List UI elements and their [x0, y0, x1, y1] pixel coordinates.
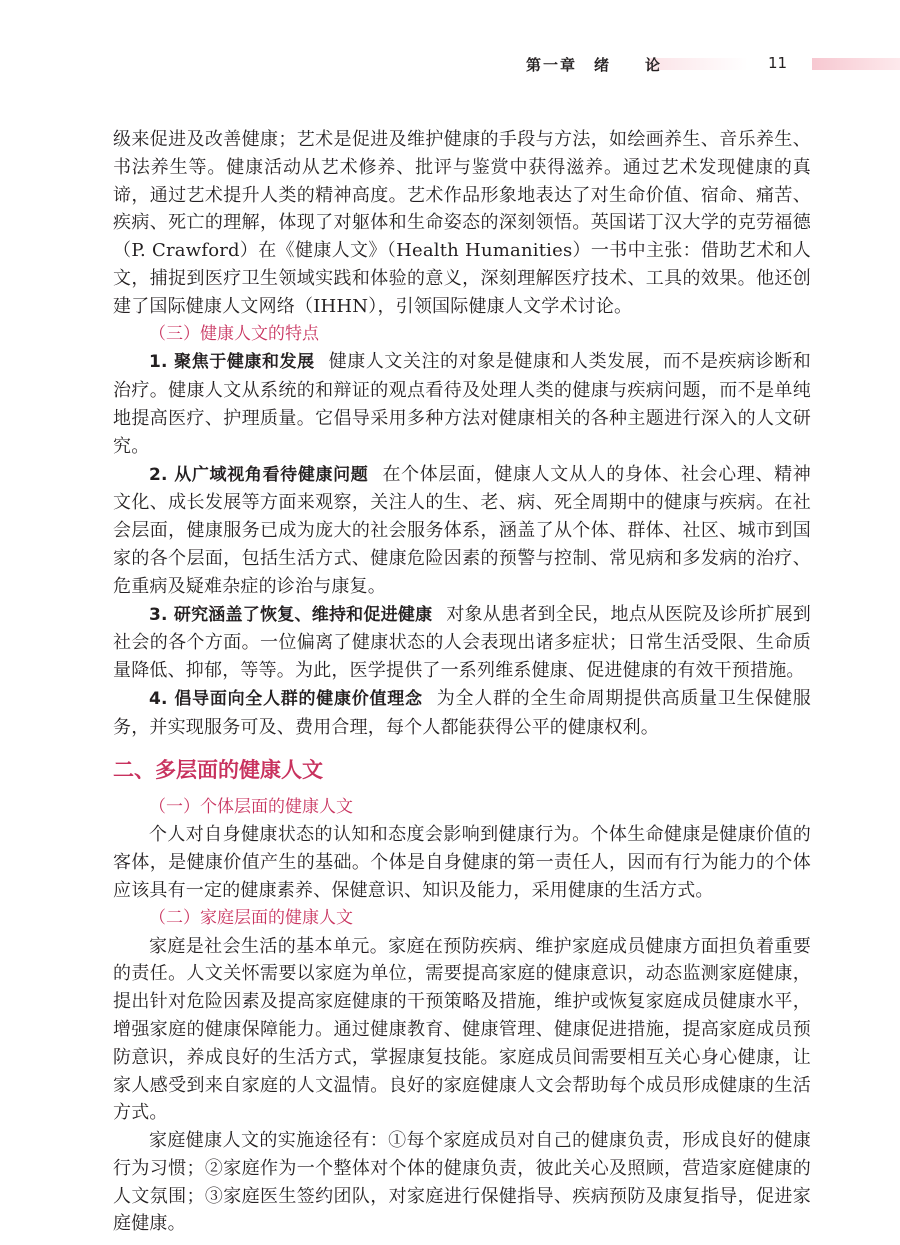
feature-paragraph-3	[113, 601, 811, 685]
intro-paragraph: 级来促进及改善健康；艺术是促进及维护健康的手段与方法，如绘画养生、音乐养生、书法养生等。健康活动从艺术修养、批评与鉴赏中获得滋养。通过艺术发现健康的真谛，通过艺术提升人类的精神高度。艺术作品形象地表达了对生命价值、宿命、痛苦、疾病、死亡的理解，体现了对躯体和生命姿态的深刻领悟。英国诺丁汉大学的克劳福德（P. Crawford）在《健康人文》（Health Humanities）一书中主张：借助艺术和人文，捕捉到医疗卫生领域实践和体验的意义，深刻理解医疗技术、工具的效果。他还创建了国际健康人文网络（IHHN），引领国际健康人文学术讨论。	[113, 129, 811, 317]
page-body	[113, 126, 811, 1238]
feature-paragraph-1	[113, 348, 811, 460]
feature-text-3: 对象从患者到全民，地点从医院及诊所扩展到社会的各个方面。一位偏离了健康状态的人会表现出诸多症状；日常生活受限、生命质量降低、抑郁，等等。为此，医学提供了一系列维系健康、促进健康的有效干预措施。	[113, 603, 812, 682]
section-heading-multilevel: 二、多层面的健康人文	[113, 757, 323, 782]
subsection-heading-features: （三）健康人文的特点	[149, 323, 319, 344]
header-page-decor-bar	[812, 58, 900, 70]
feature-lead-2: 2. 从广域视角看待健康问题	[149, 464, 369, 485]
feature-text-1: 健康人文关注的对象是健康和人类发展，而不是疾病诊断和治疗。健康人文从系统的和辩证的观点看待及处理人类的健康与疾病问题，而不是单纯地提高医疗、护理质量。它倡导采用多种方法对健康相关的各种主题进行深入的人文研究。	[113, 351, 811, 457]
subsection-heading-individual: （一）个体层面的健康人文	[149, 796, 353, 817]
individual-paragraph: 个人对自身健康状态的认知和态度会影响到健康行为。个体生命健康是健康价值的客体，是健康价值产生的基础。个体是自身健康的第一责任人，因而有行为能力的个体应该具有一定的健康素养、保健意识、知识及能力，采用健康的生活方式。	[113, 824, 811, 901]
feature-paragraph-2	[113, 461, 811, 601]
feature-paragraph-4	[113, 685, 811, 742]
feature-lead-1: 1. 聚焦于健康和发展	[149, 352, 315, 373]
page-number: 11	[768, 54, 788, 72]
subsection-heading-family: （二）家庭层面的健康人文	[149, 907, 353, 928]
family-paragraph-1: 家庭是社会生活的基本单元。家庭在预防疾病、维护家庭成员健康方面担负着重要的责任。人文关怀需要以家庭为单位，需要提高家庭的健康意识，动态监测家庭健康，提出针对危险因素及提高家庭健康的干预策略及措施，维护或恢复家庭成员健康水平，增强家庭的健康保障能力。通过健康教育、健康管理、健康促进措施，提高家庭成员预防意识，养成良好的生活方式，掌握康复技能。家庭成员间需要相互关心身心健康，让家人感受到来自家庭的人文温情。良好的家庭健康人文会帮助每个成员形成健康的生活方式。	[113, 935, 811, 1124]
chapter-title: 第一章 绪 论	[526, 56, 663, 74]
feature-text-2: 在个体层面，健康人文从人的身体、社会心理、精神文化、成长发展等方面来观察，关注人的生、老、病、死全周期中的健康与疾病。在社会层面，健康服务已成为庞大的社会服务体系，涵盖了从个体、群体、社区、城市到国家的各个层面，包括生活方式、健康危险因素的预警与控制、常见病和多发病的治疗、危重病及疑难杂症的诊治与康复。	[113, 463, 811, 597]
feature-text-4: 为全人群的全生命周期提供高质量卫生保健服务，并实现服务可及、费用合理，每个人都能获得公平的健康权利。	[113, 687, 811, 738]
family-paragraph-2: 家庭健康人文的实施途径有：①每个家庭成员对自己的健康负责，形成良好的健康行为习惯；②家庭作为一个整体对个体的健康负责，彼此关心及照顾，营造家庭健康的人文氛围；③家庭医生签约团队，对家庭进行保健指导、疾病预防及康复指导，促进家庭健康。	[113, 1130, 811, 1235]
feature-lead-3: 3. 研究涵盖了恢复、维持和促进健康	[149, 604, 433, 625]
header-decor-bar	[648, 58, 748, 70]
feature-lead-4: 4. 倡导面向全人群的健康价值理念	[149, 688, 423, 709]
running-header	[0, 50, 900, 80]
